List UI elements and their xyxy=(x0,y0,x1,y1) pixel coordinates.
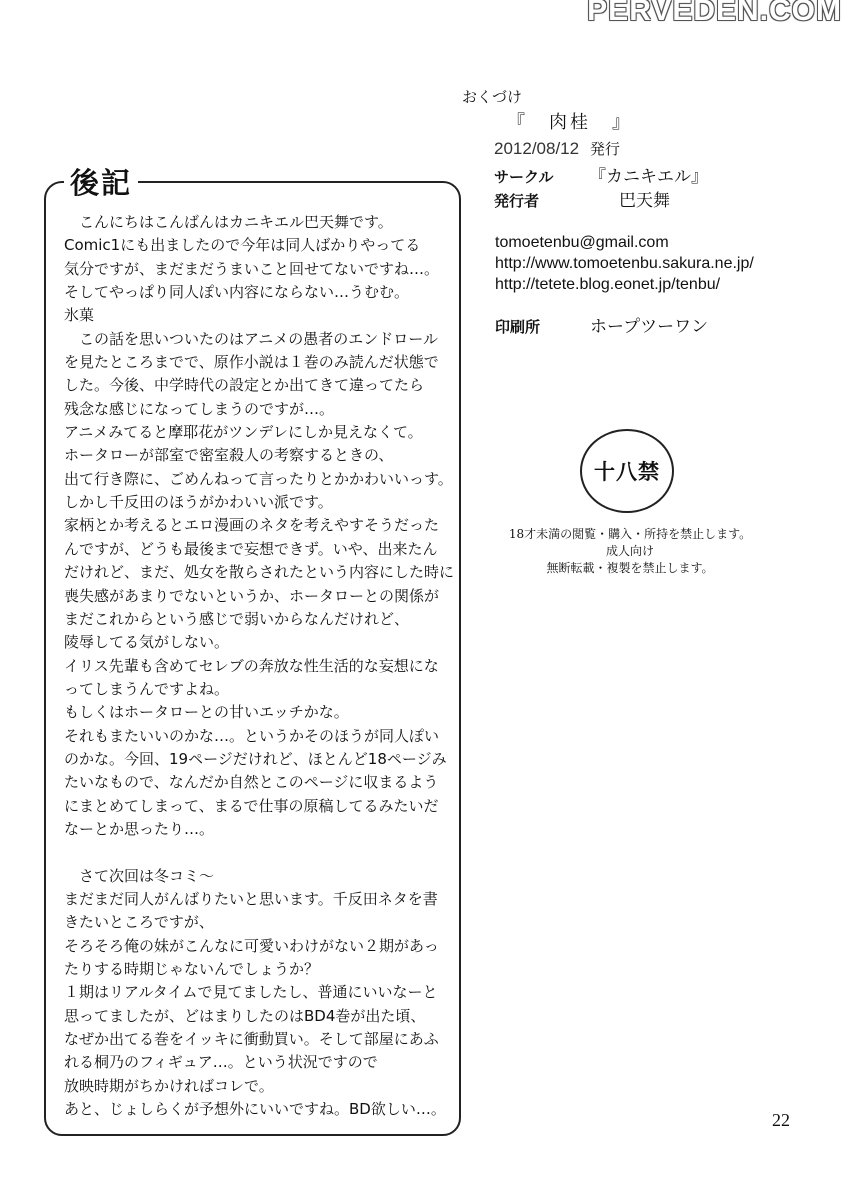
afterword-line: たりする時期じゃないんでしょうか？ xyxy=(64,960,320,978)
publish-date-row xyxy=(494,138,620,159)
afterword-line: たいなもので、なんだか自然とこのページに収まるよう xyxy=(64,773,439,792)
printer-label: 印刷所 xyxy=(495,318,541,336)
afterword-line: そろそろ俺の妹がこんなに可愛いわけがない２期があっ xyxy=(64,936,439,955)
afterword-line: この話を思いついたのはアニメの愚者のエンドロール xyxy=(64,329,438,348)
afterword-line: あと、じょしらくが予想外にいいですね。BD欲しい…。 xyxy=(64,1100,446,1119)
notice-list xyxy=(480,526,780,577)
publisher-name: 巴天舞 xyxy=(619,191,670,211)
afterword-line: 喪失感があまりでないというか、ホータローとの関係が xyxy=(64,586,440,605)
colophon-heading: おくづけ xyxy=(462,88,523,106)
afterword-line: んですが、どうも最後まで妄想できず。いや、出来たん xyxy=(64,539,438,558)
blog-link[interactable]: http://tetete.blog.eonet.jp/tenbu/ xyxy=(495,276,721,293)
afterword-line: 放映時期がちかければコレで。 xyxy=(64,1076,274,1095)
afterword-line: なーとか思ったり…。 xyxy=(64,819,215,838)
afterword-line: のかな。今回、19ページだけれど、ほとんど18ページみ xyxy=(64,749,447,768)
notice-line: 18才未満の閲覧・購入・所持を禁止します。 xyxy=(508,527,752,541)
publish-date: 2012/08/12 xyxy=(494,139,580,158)
afterword-line: きたいところですが、 xyxy=(64,913,214,932)
afterword-title: 後記 xyxy=(64,163,138,203)
circle-row xyxy=(494,162,708,187)
afterword-line: イリス先輩も含めてセレブの奔放な性生活的な妄想にな xyxy=(64,656,439,675)
contact-list xyxy=(495,232,754,295)
notice-line: 無断転載・複製を禁止します。 xyxy=(546,561,714,575)
afterword-line: さて次回は冬コミ～ xyxy=(64,866,215,885)
afterword-line: 氷菓 xyxy=(64,306,95,325)
afterword-line: 家柄とか考えるとエロ漫画のネタを考えやすそうだった xyxy=(64,516,440,535)
publish-date-label: 発行 xyxy=(589,140,620,158)
afterword-line: アニメみてると摩耶花がツンデレにしか見えなくて。 xyxy=(64,423,423,442)
afterword-line: まだまだ同人がんばりたいと思います。千反田ネタを書 xyxy=(64,889,438,908)
afterword-line: なぜか出てる巻をイッキに衝動買い。そして部屋にあふ xyxy=(64,1030,439,1049)
afterword-line: それもまたいいのかな…。というかそのほうが同人ぽい xyxy=(64,726,440,745)
website-link[interactable]: http://www.tomoetenbu.sakura.ne.jp/ xyxy=(495,255,754,272)
afterword-line: れる桐乃のフィギュア…。という状況ですので xyxy=(64,1053,378,1072)
publisher-label: 発行者 xyxy=(494,192,540,210)
afterword-line xyxy=(64,841,456,864)
page-number: 22 xyxy=(772,1110,790,1130)
afterword-line: そしてやっぱり同人ぽい内容にならない…うむむ。 xyxy=(64,283,410,302)
watermark-logo: PERVEDEN.COM xyxy=(587,0,842,27)
afterword-line: にまとめてしまって、まるで仕事の原稿してるみたいだ xyxy=(64,796,439,815)
afterword-line: した。今後、中学時代の設定とか出てきて違ってたら xyxy=(64,376,425,395)
afterword-line: しかし千反田のほうがかわいい派です。 xyxy=(64,493,333,512)
afterword-line: 陵辱してる気がしない。 xyxy=(64,633,230,652)
afterword-line: もしくはホータローとの甘いエッチかな。 xyxy=(64,703,349,722)
afterword-line: 思ってましたが、どはまりしたのはBD4巻が出た頃、 xyxy=(64,1006,426,1025)
book-title: 『 肉桂 』 xyxy=(507,112,633,133)
publisher-row xyxy=(494,186,670,211)
afterword-line: 残念な感じになってしまうのですが…。 xyxy=(64,399,335,418)
circle-label: サークル xyxy=(494,168,554,186)
adult-only-seal: 十八禁 xyxy=(580,429,674,513)
afterword-line: 気分ですが、まだまだうまいこと回せてないですね…。 xyxy=(64,259,440,278)
afterword-line: 出て行き際に、ごめんねって言ったりとかかわいいっす。 xyxy=(64,469,453,488)
printer-name: ホープツーワン xyxy=(590,317,709,337)
afterword-line: まだこれからという感じで弱いからなんだけれど、 xyxy=(64,609,410,628)
afterword-line: だけれど、まだ、処女を散らされたという内容にした時に xyxy=(64,563,455,582)
circle-name: 『カニキエル』 xyxy=(589,167,708,187)
notice-line: 成人向け xyxy=(605,544,654,558)
afterword-line: １期はリアルタイムで見てましたし、普通にいいなーと xyxy=(64,983,438,1002)
afterword-line: こんにちはこんばんはカニキエル巴天舞です。 xyxy=(64,213,393,231)
afterword-line: Comic1にも出ましたので今年は同人ばかりやってる xyxy=(64,236,421,255)
afterword-line: を見たところまでで、原作小説は１巻のみ読んだ状態で xyxy=(64,353,439,372)
afterword-line: ってしまうんですよね。 xyxy=(64,679,230,698)
printer-row xyxy=(495,312,708,337)
email-link[interactable]: tomoetenbu@gmail.com xyxy=(495,234,669,251)
afterword-line: ホータローが部室で密室殺人の考察するときの、 xyxy=(64,446,394,465)
afterword-body xyxy=(64,211,456,1121)
